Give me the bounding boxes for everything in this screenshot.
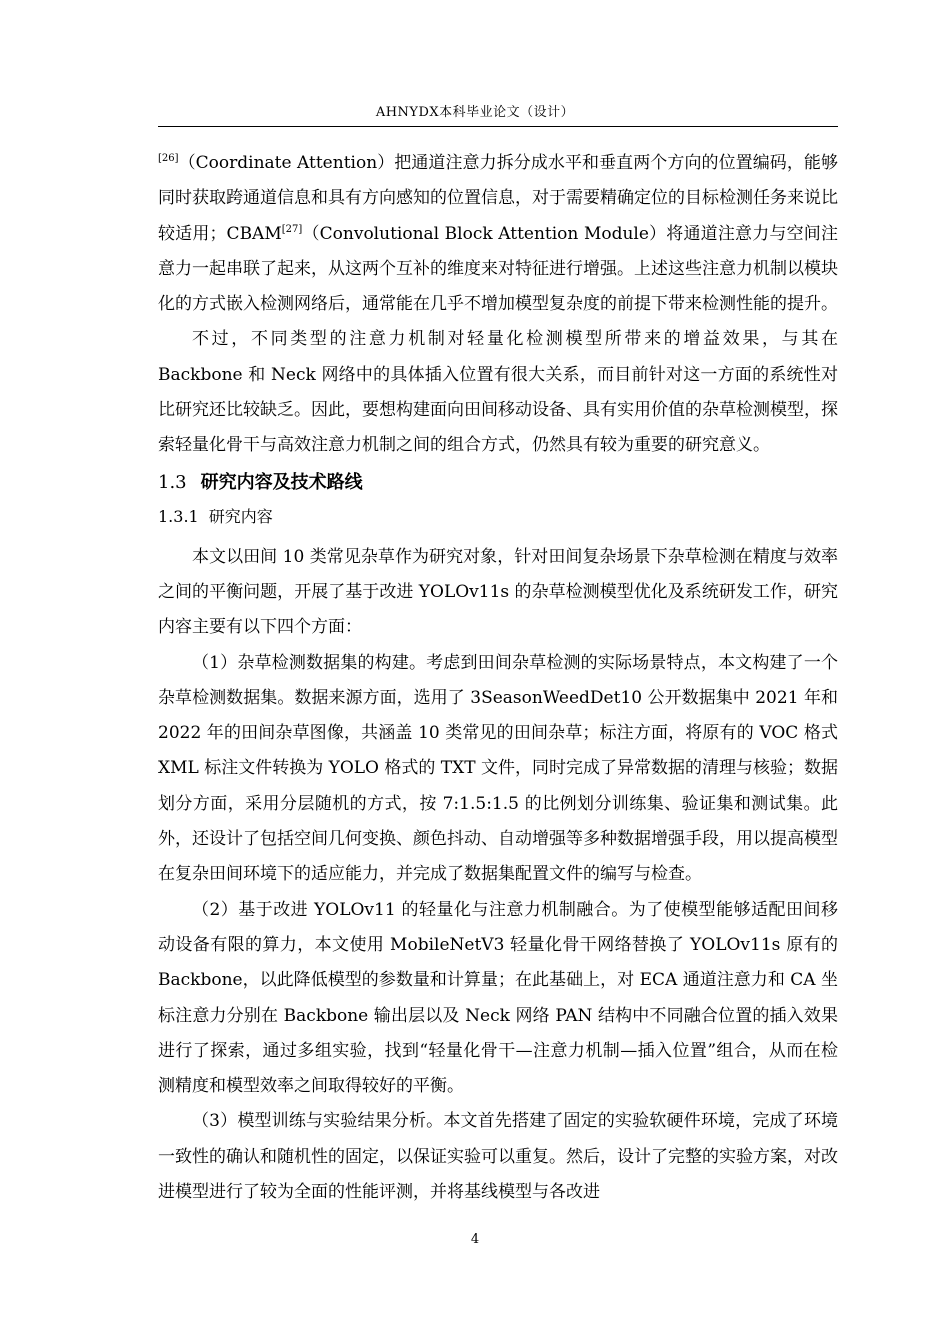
page-number: 4 <box>470 1232 480 1247</box>
page-body <box>158 146 838 1210</box>
list-paragraph-2: （2）基于改进 YOLOv11 的轻量化与注意力机制融合。为了使模型能够适配田间移动设备有限的算力，本文使用 MobileNetV3 轻量化骨干网络替换了 YOLOv11s 原有的 Backbone，以此降低模型的参数量和计算量；在此基础上，对 ECA 通道注意力和 CA 坐标注意力分别在 Backbone 输出层以及 Neck 网络 PAN 结构中不同融合位置的插入效果进行了探索，通过多组实验，找到“轻量化骨干—注意力机制—插入位置”组合，从而在检测精度和模型效率之间取得较好的平衡。 <box>158 899 838 1097</box>
body-paragraph: [26]（Coordinate Attention）把通道注意力拆分成水平和垂直两个方向的位置编码，能够同时获取跨通道信息和具有方向感知的位置信息，对于需要精确定位的目标检测任务来说比较适用；CBAM[27]（Convolutional Block Attention Module）将通道注意力与空间注意力一起串联了起来，从这两个互补的维度来对特征进行增强。上述这些注意力机制以模块化的方式嵌入检测网络后，通常能在几乎不增加模型复杂度的前提下带来检测性能的提升。 <box>158 153 838 315</box>
citation-ref: [26] <box>158 153 179 164</box>
body-paragraph: 不过，不同类型的注意力机制对轻量化检测模型所带来的增益效果，与其在 Backbone 和 Neck 网络中的具体插入位置有很大关系，而目前针对这一方面的系统性对比研究还比较缺乏。因此，要想构建面向田间移动设备、具有实用价值的杂草检测模型，探索轻量化骨干与高效注意力机制之间的组合方式，仍然具有较为重要的研究意义。 <box>158 329 838 456</box>
section-heading: 1.3 研究内容及技术路线 <box>158 471 363 493</box>
subsection-heading: 1.3.1 研究内容 <box>158 506 273 526</box>
citation-ref: [27] <box>281 223 303 235</box>
body-paragraph: 本文以田间 10 类常见杂草作为研究对象，针对田间复杂场景下杂草检测在精度与效率之间的平衡问题，开展了基于改进 YOLOv11s 的杂草检测模型优化及系统研发工作，研究内容主要有以下四个方面： <box>158 546 838 638</box>
list-paragraph-1: （1）杂草检测数据集的构建。考虑到田间杂草检测的实际场景特点，本文构建了一个杂草检测数据集。数据来源方面，选用了 3SeasonWeedDet10 公开数据集中 2021 年和 2022 年的田间杂草图像，共涵盖 10 类常见的田间杂草；标注方面，将原有的 VOC 格式 XML 标注文件转换为 YOLO 格式的 TXT 文件，同时完成了异常数据的清理与核验；数据划分方面，采用分层随机的方式，按 7:1.5:1.5 的比例划分训练集、验证集和测试集。此外，还设计了包括空间几何变换、颜色抖动、自动增强等多种数据增强手段，用以提高模型在复杂田间环境下的适应能力，并完成了数据集配置文件的编写与检查。 <box>158 652 838 885</box>
header-divider <box>158 126 838 127</box>
running-header: AHNYDX本科毕业论文（设计） <box>375 105 575 120</box>
list-paragraph-3: （3）模型训练与实验结果分析。本文首先搭建了固定的实验软硬件环境，完成了环境一致性的确认和随机性的固定，以保证实验可以重复。然后，设计了完整的实验方案，对改进模型进行了较为全面的性能评测，并将基线模型与各改进 <box>158 1111 838 1203</box>
